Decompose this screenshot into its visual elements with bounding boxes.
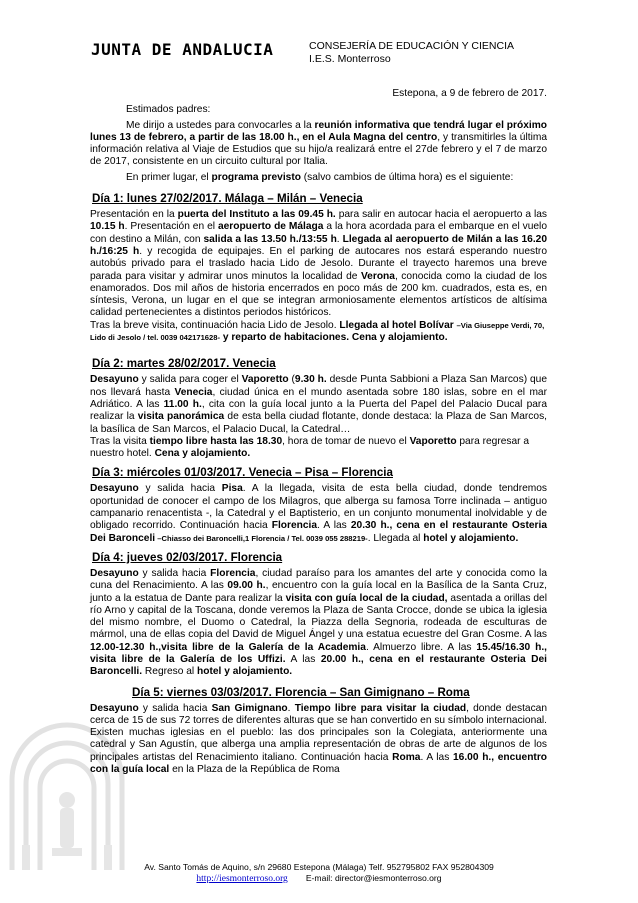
text-segment: , conocida como la ciudad de los enamorados. Dos mil años de historia encerrados en poco más de 200 km. cuadrados, esta es, en síntesis, Verona, un lugar en el que se integran armoniosamente elementos artísticos de altísima calidad pertenecientes a distintos periodos históricos. <box>90 270 547 319</box>
text-segment: Verona <box>360 270 395 282</box>
text-segment: Desayuno <box>90 483 139 495</box>
org-header <box>309 40 514 66</box>
text-segment: hotel y alojamiento. <box>197 666 293 678</box>
text-segment: 10.15 h <box>90 221 125 233</box>
day-4-title: Día 4: jueves 02/03/2017. Florencia <box>92 550 283 564</box>
text-segment: ( <box>288 374 295 386</box>
text-segment: A las <box>285 653 321 665</box>
text-segment: Pisa <box>221 483 243 495</box>
meeting-details: reunión informativa que tendrá lugar el próximo lunes 13 de febrero, a partir de las 18.00 h., en el Aula Magna del centro <box>90 119 547 143</box>
intro-text: , y transmitirles la última información relativa al Viaje de Estudios que su hijo/a realizará entre el 27de febrero y el 7 de marzo de 2017, consistente en un circuito cultural por Italia. <box>90 131 547 168</box>
text-segment: Tras la visita <box>90 435 150 447</box>
footer-address: Av. Santo Tomás de Aquino, s/n 29680 Estepona (Málaga) Telf. 952795802 FAX 952804309 <box>144 862 494 872</box>
program-intro <box>90 172 547 184</box>
text-segment: Florencia <box>210 567 256 579</box>
text-segment: y salida hacia <box>138 567 211 579</box>
day-2-text-2 <box>90 436 547 461</box>
day-3-title: Día 3: miércoles 01/03/2017. Venecia – Pisa – Florencia <box>92 466 393 480</box>
letter-body <box>90 88 547 776</box>
intro-text: Me dirijo a ustedes para convocarles a la <box>126 119 315 131</box>
text-segment: –Via Giuseppe Verdi, 70, Lido di Jesolo / tel. 0039 042171628- <box>90 320 545 343</box>
text-segment: visita con guía local de la ciudad, <box>285 592 448 604</box>
junta-andalucia-logo: JUNTA DE ANDALUCIA <box>91 40 274 59</box>
text-segment: . A las <box>420 751 454 763</box>
text-segment: Vaporetto <box>241 374 289 386</box>
text-segment: Cena y alojamiento. <box>154 448 251 460</box>
text-segment: Roma <box>392 751 421 763</box>
text-segment: de esta bella ciudad flotante, donde destaca: la Plaza de San Marcos, la basílica de San Marcos, el Palacio Ducal, la Catedral… <box>90 411 547 435</box>
text-segment: San Gimignano <box>211 702 288 714</box>
text-segment: Presentación en la <box>90 209 178 221</box>
day-3-text <box>90 483 547 544</box>
text-segment: Regreso al <box>142 666 198 678</box>
text-segment: Llegada al hotel Bolívar <box>339 319 457 331</box>
text-segment: . A las <box>317 520 351 532</box>
intro-paragraph <box>90 120 547 169</box>
text-segment: 9.30 h. <box>294 374 327 386</box>
text-segment: 20.00 h., cena en el restaurante Osteria Dei Baroncelli. <box>90 653 548 678</box>
text-segment: 16.00 h., encuentro con la guía local <box>90 751 548 776</box>
day-1-text <box>90 209 547 320</box>
text-segment: y salida para coger el <box>138 374 242 386</box>
text-segment: Vaporetto <box>409 435 457 447</box>
text-segment: y salida hacia <box>138 702 212 714</box>
text-segment: y salida hacia <box>138 483 222 495</box>
day-2-title: Día 2: martes 28/02/2017. Venecia <box>92 357 276 371</box>
text-segment: 12.00-12.30 h.,visita libre de la Galería de la Academia <box>90 641 366 653</box>
text-segment: , donde destacan cerca de 15 de sus 72 torres de diferentes alturas que se han convertido en su símbolo internacional. Existen muchas iglesias en el pueblo: las dos principales son la Colegiata, anteriormente una catedral y San Agustín, que alberga una amplia representación de obras de arte de algunos de los principales artistas del Renacimiento italiano. Continuación hacia <box>90 702 548 763</box>
text-segment: . <box>336 233 343 245</box>
consejeria-name: CONSEJERÍA DE EDUCACIÓN Y CIENCIA <box>309 40 514 52</box>
text-segment: . y recogida de equipajes. En el parking de autocares nos estará esperando nuestro autobús privado para el traslado hacia Lido de Jesolo. Durante el trayecto haremos una breve parada para visitar y admirar unos minutos la localidad de <box>90 245 547 282</box>
text-segment: desde Punta Sabbioni a Plaza San Marcos) que nos llevará hasta <box>90 374 547 398</box>
text-segment: en la Plaza de la República de Roma <box>169 764 340 776</box>
text-segment: . A la llegada, visita de esta bella ciudad, donde tendremos oportunidad de conocer el campo de los Milagros, que alberga su famosa Torre inclinada – antiguo campanario renacentista -, la Catedral y el Baptisterio, en un conjunto monumental inolvidable y de obligado recorrido. Continuación hacia <box>90 483 547 532</box>
text-segment: . Almuerzo libre. A las <box>365 641 477 653</box>
text-segment: . Presentación en el <box>124 221 218 233</box>
text-segment: –Chiasso dei Baroncelli,1 Florencia / Tel. 0039 055 288219- <box>155 533 368 543</box>
day-4-text <box>90 568 547 679</box>
text-segment: a la hora acordada para el embarque en el vuelo con destino a Milán, con <box>90 221 547 245</box>
text-segment: 20.30 h., cena en el restaurante Osteria Dei Baronceli <box>90 520 547 544</box>
text-segment: visita panorámica <box>137 411 225 423</box>
text-segment: Llegada al aeropuerto de Milán a las 16.20 h./16:25 h <box>90 233 547 257</box>
text-segment: Florencia <box>271 520 318 532</box>
text-segment: Venecia <box>174 386 213 398</box>
text-segment: tiempo libre hasta las 18.30 <box>149 435 283 447</box>
text-segment: , encuentro con la guía local en la Basílica de la Santa Cruz, junto a la estatua de Dante para realizar la <box>90 580 547 604</box>
text-segment: , ciudad única en el mundo asentada sobre 180 islas, sobre en el mar Adriático. A las <box>90 386 547 410</box>
text-segment: Desayuno <box>90 374 139 386</box>
text-segment: Desayuno <box>90 702 139 714</box>
page-footer <box>0 862 638 885</box>
text-segment: Tras la breve visita, continuación hacia Lido de Jesolo. <box>90 319 340 331</box>
text-segment: salida a las 13.50 h./13:55 h <box>203 233 337 245</box>
text-segment: 09.00 h. <box>227 580 266 592</box>
school-name: I.E.S. Monterroso <box>309 53 391 65</box>
salutation: Estimados padres: <box>126 104 211 116</box>
day-1-title: Día 1: lunes 27/02/2017. Málaga – Milán – Venecia <box>92 192 363 206</box>
program-text: (salvo cambios de última hora) es el siguiente: <box>300 171 514 183</box>
text-segment: , cita con la guía local junto a la Puerta del Papel del Palacio Ducal para realizar la <box>90 398 547 423</box>
text-segment: asentada a orillas del río Arno y capital de la Toscana, donde veremos la Plaza de Santa Crocce, donde se ubica la iglesia del mismo nombre, el Duomo o Catedral, la Piazza della Segnoria, rodeada de esculturas de mármol, una de ellas copia del David de Miguel Ángel y una estatua ecuestre del Gran Cosme. A las <box>90 592 547 641</box>
text-segment: puerta del Instituto a las 09.45 h. <box>177 209 336 221</box>
text-segment: 11.00 h. <box>163 398 202 410</box>
text-segment: y reparto de habitaciones. Cena y alojamiento. <box>220 332 448 344</box>
letter-date: Estepona, a 9 de febrero de 2017. <box>392 88 547 99</box>
text-segment: Desayuno <box>90 567 139 579</box>
text-segment: Tiempo libre para visitar la ciudad <box>294 702 467 714</box>
text-segment: . Llegada al <box>367 532 424 544</box>
text-segment: , hora de tomar de nuevo el <box>282 435 410 447</box>
program-text: En primer lugar, el <box>126 171 212 183</box>
footer-email: E-mail: director@iesmonterroso.org <box>305 873 442 883</box>
text-segment: para salir en autocar hacia el aeropuerto a las <box>335 209 548 221</box>
program-label: programa previsto <box>211 171 301 183</box>
day-1-text-2 <box>90 320 547 345</box>
website-link[interactable]: http://iesmonterroso.org <box>196 874 288 884</box>
text-segment: para regresar a nuestro hotel. <box>90 435 530 460</box>
text-segment: , ciudad paraíso para los amantes del arte y conocida como la cuna del Renacimiento. A las <box>90 567 547 592</box>
text-segment: 15.45/16.30 h., visita libre de la Galería de los Uffizi. <box>90 641 547 665</box>
day-2-text <box>90 374 547 435</box>
day-5-title: Día 5: viernes 03/03/2017. Florencia – San Gimignano – Roma <box>132 685 470 699</box>
text-segment: aeropuerto de Málaga <box>217 221 324 233</box>
text-segment: . <box>287 702 295 714</box>
text-segment: hotel y alojamiento. <box>423 532 519 544</box>
day-5-text <box>90 703 547 777</box>
